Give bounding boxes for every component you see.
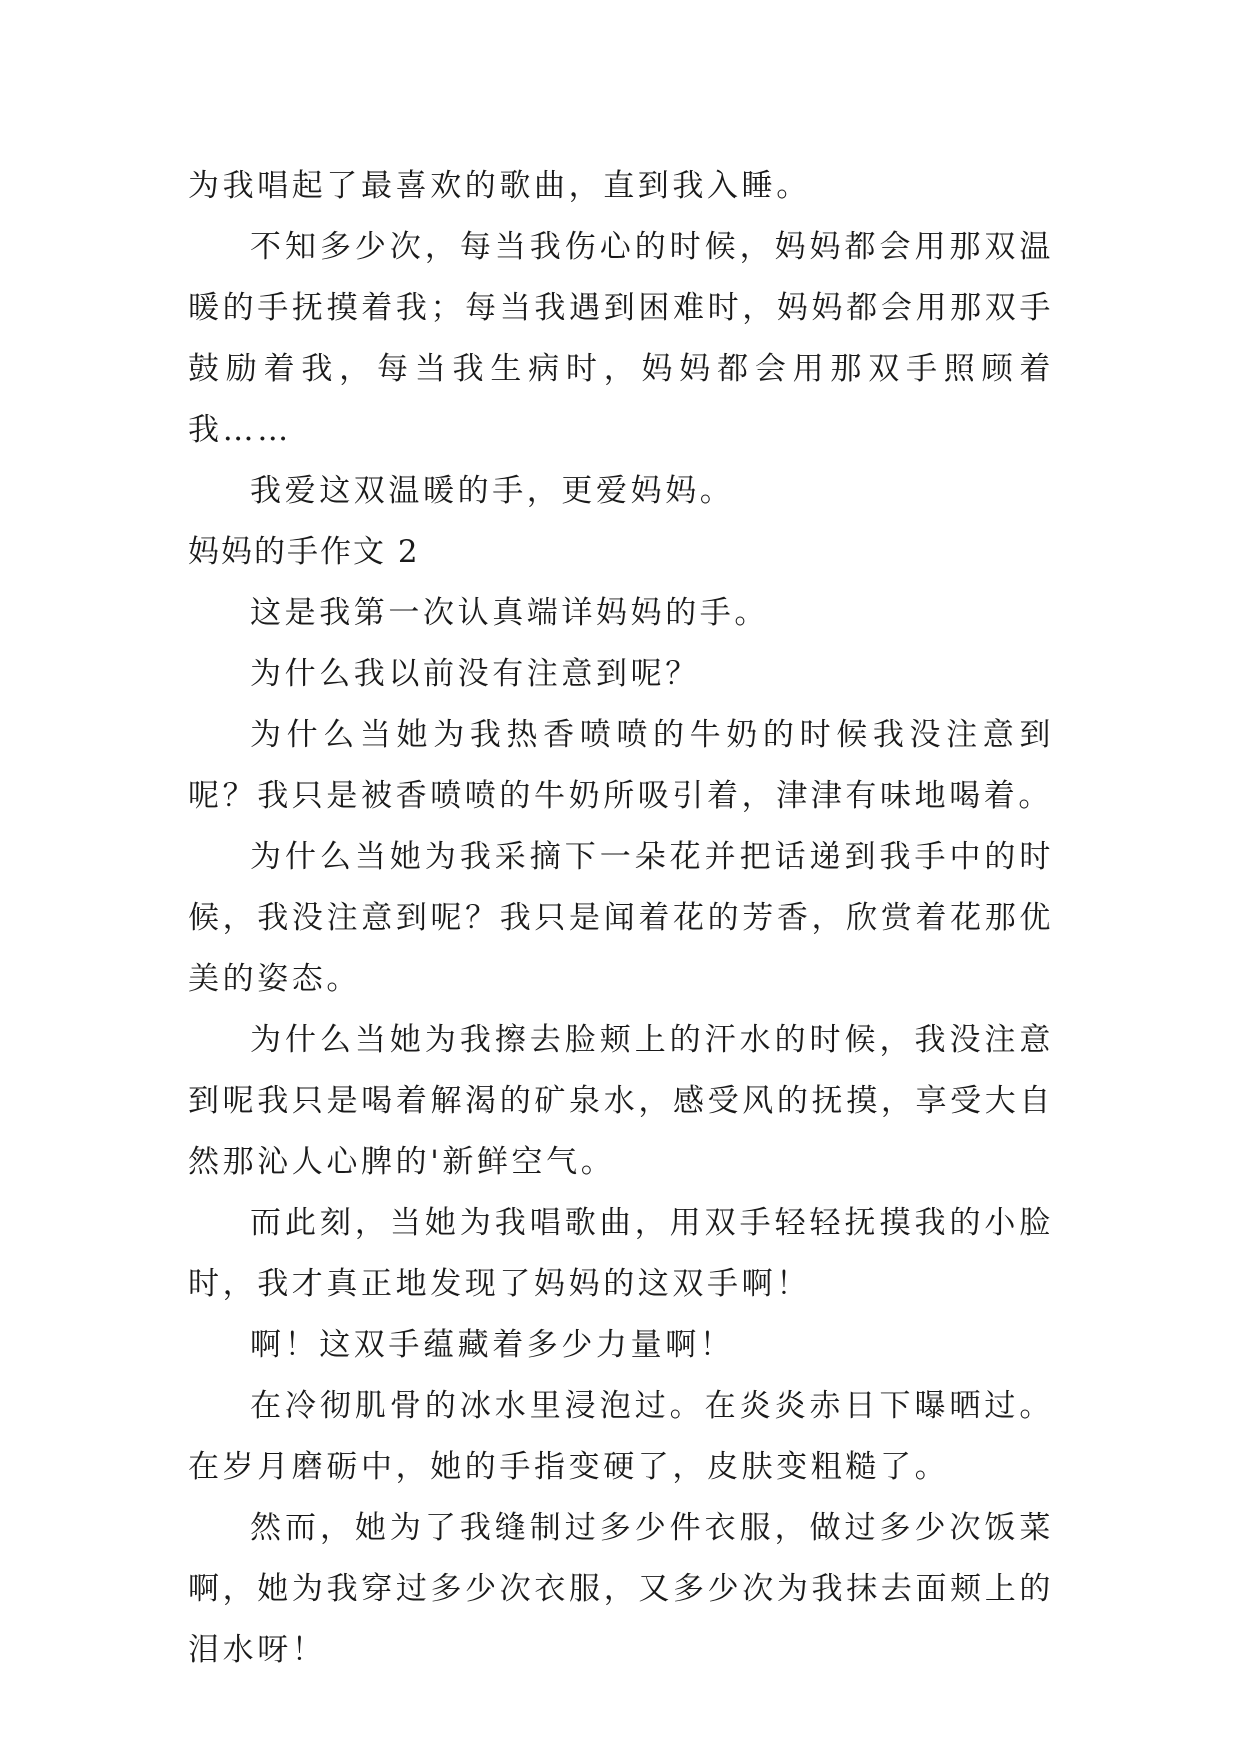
document-body: [188, 156, 1054, 1681]
paragraph: 在冷彻肌骨的冰水里浸泡过。在炎炎赤日下曝晒过。在岁月磨砺中，她的手指变硬了，皮肤变粗糙了。: [188, 1388, 1054, 1485]
paragraph: 为什么当她为我采摘下一朵花并把话递到我手中的时候，我没注意到呢？我只是闻着花的芳香，欣赏着花那优美的姿态。: [188, 839, 1054, 997]
paragraph: 为什么当她为我热香喷喷的牛奶的时候我没注意到呢？我只是被香喷喷的牛奶所吸引着，津津有味地喝着。: [188, 717, 1054, 814]
paragraph: 不知多少次，每当我伤心的时候，妈妈都会用那双温暖的手抚摸着我；每当我遇到困难时，妈妈都会用那双手鼓励着我，每当我生病时，妈妈都会用那双手照顾着我……: [188, 229, 1054, 448]
paragraph: 为什么我以前没有注意到呢？: [250, 656, 700, 692]
paragraph: 为什么当她为我擦去脸颊上的汗水的时候，我没注意到呢我只是喝着解渴的矿泉水，感受风的抚摸，享受大自然那沁人心脾的'新鲜空气。: [188, 1022, 1054, 1180]
paragraph: 啊！这双手蕴藏着多少力量啊！: [250, 1327, 735, 1363]
paragraph: 而此刻，当她为我唱歌曲，用双手轻轻抚摸我的小脸时，我才真正地发现了妈妈的这双手啊！: [188, 1205, 1054, 1302]
section-heading: 妈妈的手作文 2: [188, 534, 420, 570]
paragraph: 然而，她为了我缝制过多少件衣服，做过多少次饭菜啊，她为我穿过多少次衣服，又多少次为我抹去面颊上的泪水呀！: [188, 1510, 1054, 1668]
paragraph: 这是我第一次认真端详妈妈的手。: [250, 595, 769, 631]
paragraph-continued: 为我唱起了最喜欢的歌曲，直到我入睡。: [188, 168, 811, 204]
paragraph: 我爱这双温暖的手，更爱妈妈。: [250, 473, 735, 509]
